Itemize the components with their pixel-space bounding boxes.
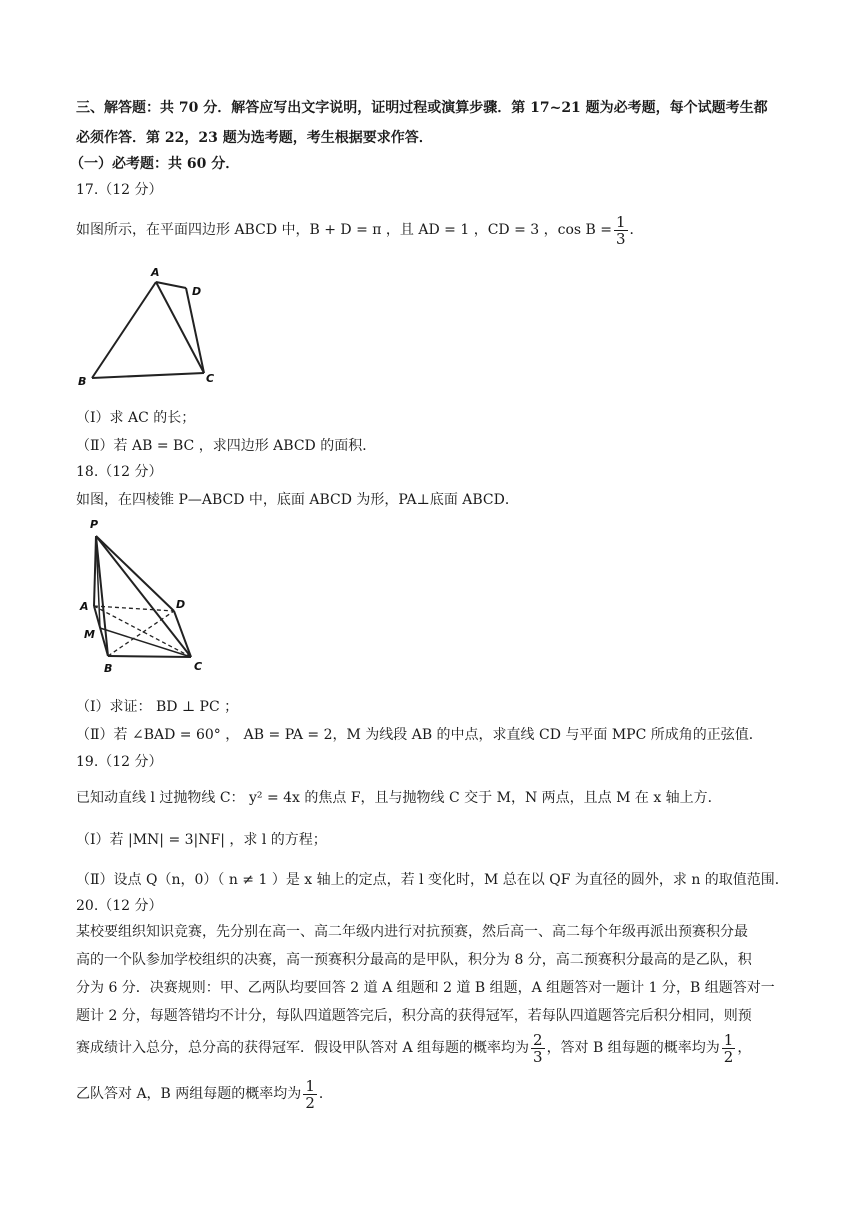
q18-label-m: M	[84, 628, 95, 641]
section-header-line2: 必须作答．第 22，23 题为选考题，考生根据要求作答．	[76, 130, 433, 146]
q20-line6-end: ．	[318, 1086, 333, 1102]
q18-number: 18.（12 分）	[76, 464, 163, 480]
q20-prob-c-denominator: 2	[305, 1093, 315, 1112]
q20-prob-b-fraction	[722, 1032, 736, 1065]
q20-prob-b-denominator: 2	[723, 1047, 734, 1066]
q18-label-p: P	[90, 518, 99, 531]
q18-label-a: A	[80, 600, 89, 613]
q20-line5	[76, 1028, 751, 1068]
q19-part2: （Ⅱ）设点 Q（n，0）（ n ≠ 1 ）是 x 轴上的定点，若 l 变化时，M 总在以 QF 为直径的圆外，求 n 的取值范围．	[76, 872, 789, 888]
q20-line5-mid: ，答对 B 组每题的概率均为	[546, 1040, 720, 1056]
q18-part1: （Ⅰ）求证： BD ⊥ PC ；	[76, 699, 239, 715]
q20-number: 20.（12 分）	[76, 898, 163, 914]
q20-line5-text: 赛成绩计入总分，总分高的获得冠军．假设甲队答对 A 组每题的概率均为	[76, 1040, 530, 1056]
q20-line5-end: ，	[737, 1040, 752, 1056]
q19-number: 19.（12 分）	[76, 754, 163, 770]
q18-stem: 如图，在四棱锥 P—ABCD 中，底面 ABCD 为形，PA⊥底面 ABCD．	[76, 492, 519, 508]
q18-edge-pd	[96, 536, 174, 611]
q17-stem	[76, 210, 644, 250]
q17-stem-end: ．	[629, 222, 644, 238]
q20-line6-text: 乙队答对 A，B 两组每题的概率均为	[76, 1086, 302, 1102]
q17-edge-dc	[186, 288, 204, 373]
q17-edge-ad	[156, 282, 186, 288]
q17-part1: （Ⅰ）求 AC 的长；	[76, 410, 196, 426]
q17-label-a: A	[151, 268, 160, 279]
q17-number: 17.（12 分）	[76, 182, 163, 198]
q18-label-d: D	[176, 598, 186, 611]
q19-part1: （Ⅰ）若 |MN| = 3|NF| ，求 l 的方程；	[76, 832, 327, 848]
q17-cos-denominator: 3	[616, 229, 626, 248]
q18-hidden-ad	[94, 606, 174, 611]
q17-cos-fraction	[614, 214, 628, 247]
q20-line4: 题计 2 分，每题答错均不计分，每队四道题答完后，积分高的获得冠军，若每队四道题答完后积分相同，则预	[76, 1008, 752, 1024]
section-header-line1: 三、解答题：共 70 分．解答应写出文字说明，证明过程或演算步骤．第 17~21 题为必考题，每个试题考生都	[76, 100, 768, 116]
q20-line1: 某校要组织知识竞赛，先分别在高一、高二年级内进行对抗预赛，然后高一、高二每个年级再派出预赛积分最	[76, 924, 748, 940]
q17-label-b: B	[78, 375, 87, 388]
q18-part2: （Ⅱ）若 ∠BAD = 60° ， AB = PA = 2，M 为线段 AB 的中点，求直线 CD 与平面 MPC 所成角的正弦值．	[76, 727, 763, 743]
q17-edge-ba	[92, 282, 156, 378]
q20-line2: 高的一个队参加学校组织的决赛，高一预赛积分最高的是甲队，积分为 8 分，高二预赛积分最高的是乙队，积	[76, 952, 752, 968]
q19-stem: 已知动直线 l 过抛物线 C： y² = 4x 的焦点 F，且与抛物线 C 交于 M，N 两点，且点 M 在 x 轴上方．	[76, 790, 722, 806]
q20-prob-a-denominator: 3	[533, 1047, 543, 1066]
q18-label-b: B	[104, 662, 113, 675]
q17-part2: （Ⅱ）若 AB = BC ，求四边形 ABCD 的面积．	[76, 438, 377, 454]
q20-prob-b-numerator: 1	[723, 1030, 734, 1049]
q18-edge-pa	[94, 536, 96, 606]
q18-pyramid-figure	[76, 516, 216, 676]
q20-prob-c-fraction	[303, 1078, 317, 1111]
required-section-title: （一）必考题：共 60 分．	[70, 156, 240, 172]
q20-line6	[76, 1074, 333, 1114]
q17-label-d: D	[192, 285, 202, 298]
q18-edge-bc	[108, 656, 191, 657]
q20-prob-a-fraction	[531, 1032, 545, 1065]
q18-label-c: C	[194, 660, 203, 673]
q17-edge-cb	[92, 373, 204, 378]
q17-quadrilateral-figure	[76, 268, 226, 392]
q20-prob-c-numerator: 1	[305, 1076, 315, 1095]
q20-line3: 分为 6 分．决赛规则：甲、乙两队均要回答 2 道 A 组题和 2 道 B 组题，A 组题答对一题计 1 分，B 组题答对一	[76, 980, 775, 996]
q18-edge-pc	[96, 536, 191, 657]
q20-prob-a-numerator: 2	[533, 1030, 543, 1049]
q17-cos-numerator: 1	[616, 212, 626, 231]
q17-stem-text: 如图所示，在平面四边形 ABCD 中，B + D = π ，且 AD = 1 ，CD = 3 ，cos B =	[76, 222, 612, 238]
q17-label-c: C	[206, 372, 215, 385]
